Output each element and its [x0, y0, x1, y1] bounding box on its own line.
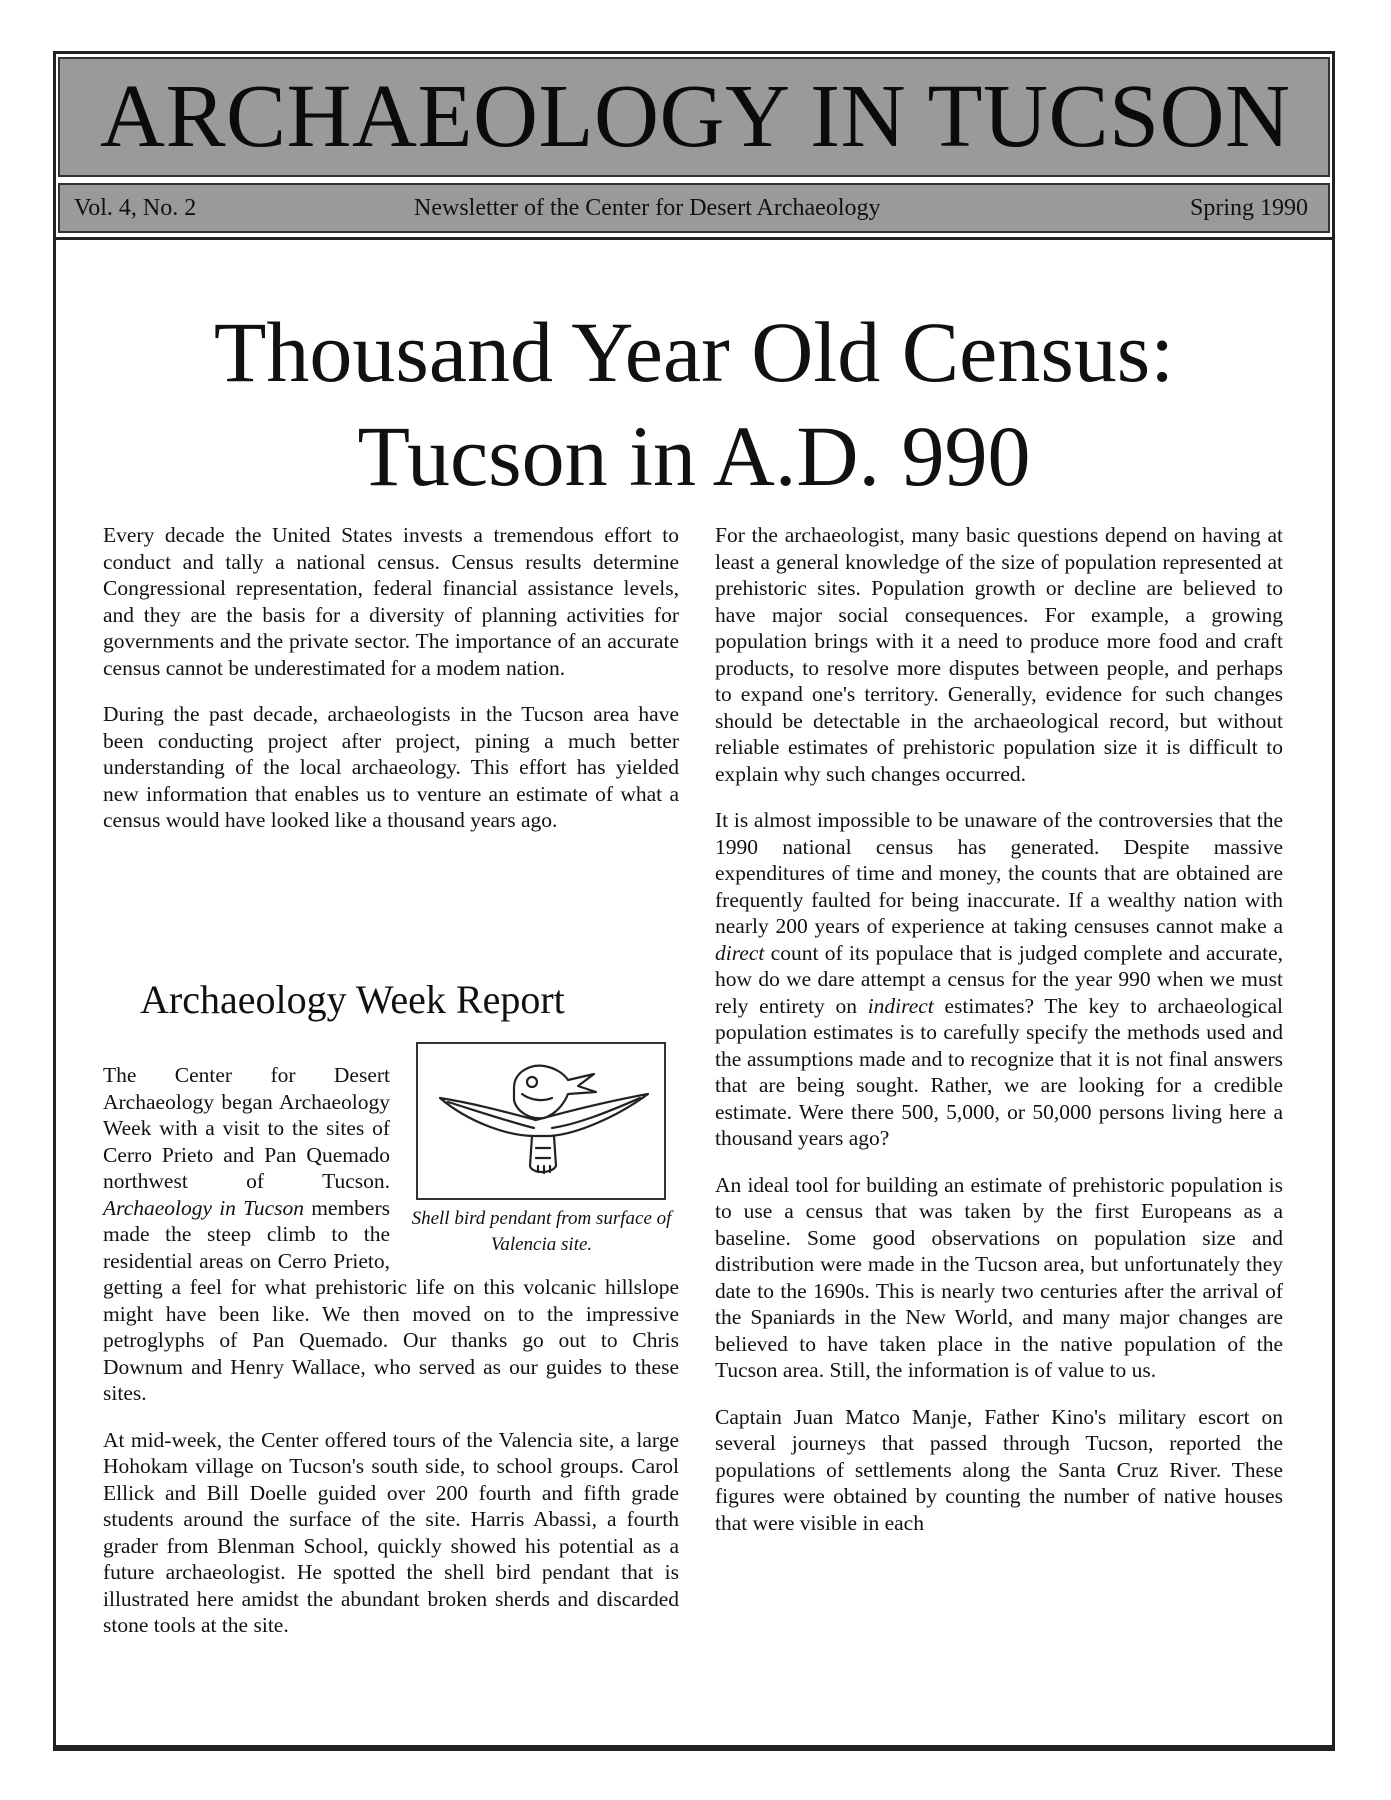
page-bottom-rule: [55, 1745, 1333, 1748]
text-run: count of its populace that is judged complete and accurate, how do we dare attempt a census for the year 990 when we must rely entirety on: [715, 940, 1283, 1018]
paragraph: Captain Juan Matco Manje, Father Kino's military escort on several journeys that passed through Tucson, reported the populations of settlements along the Santa Cruz River. These figures were obtained by counting the number of native houses that were visible in each: [715, 1404, 1283, 1535]
pendant-figure: [404, 1042, 679, 1264]
newsletter-subtitle: Newsletter of the Center for Desert Archaeology: [414, 195, 881, 221]
masthead-divider: [55, 237, 1333, 240]
shell-bird-pendant-icon: [418, 1044, 664, 1198]
paragraph: [715, 807, 1283, 1152]
headline-line-2: Tucson in A.D. 990: [357, 408, 1031, 504]
paragraph: Every decade the United States invests a tremendous effort to conduct and tally a national census. Census results determine Congressional representation, federal financial assistance levels, and they are the basis for a diversity of planning activities for governments and the private sector. The importance of an accurate census cannot be underestimated for a modem nation.: [103, 523, 679, 680]
text-run: The Center for Desert Archaeology began Archaeology Week with a visit to the sites of Cerro Prieto and Pan Quemado northwest of Tucson.: [103, 1063, 390, 1193]
volume-number: Vol. 4, No. 2: [74, 195, 197, 221]
emphasized-text: Archaeology in Tucson: [103, 1195, 305, 1220]
newsletter-title: ARCHAEOLOGY IN TUCSON: [100, 67, 1291, 166]
emphasized-text: indirect: [867, 993, 934, 1018]
left-column: [103, 522, 679, 854]
emphasized-text: direct: [715, 940, 765, 965]
paragraph: At mid-week, the Center offered tours of the Valencia site, a large Hohokam village on Tucson's south side, to school groups. Carol Ellick and Bill Doelle guided over 200 fourth and fifth grade students around the surface of the site. Harris Abassi, a fourth grader from Blenman School, quickly showed his potential as a future archaeologist. He spotted the shell bird pendant that is illustrated here amidst the abundant broken sherds and discarded stone tools at the site.: [103, 1427, 679, 1637]
article-headline: [53, 300, 1335, 508]
text-run: members made the steep climb to the residential areas on Cerro Prieto, getting a feel for what prehistoric life on this volcanic hillslope might have been like. We then moved on to the impressive petroglyphs of Pan Quemado. Our thanks go out to Chris Downum and Henry Wallace, who served as our guides to these sites.: [103, 1195, 679, 1405]
headline-line-1: Thousand Year Old Census:: [213, 304, 1175, 400]
figure-caption: Shell bird pendant from surface of Valencia site.: [411, 1208, 672, 1255]
issue-date: Spring 1990: [1189, 195, 1308, 221]
week-report-heading: Archaeology Week Report: [140, 977, 565, 1022]
masthead: [58, 57, 1330, 177]
week-report-body: [103, 1062, 679, 1659]
paragraph: For the archaeologist, many basic questions depend on having at least a general knowledge of the size of population represented at prehistoric sites. Population growth or decline are believed to have major social consequences. For example, a growing population brings with it a need to produce more food and craft products, to resolve more disputes between people, and perhaps to expand one's territory. Generally, evidence for such changes should be detectable in the archaeological record, but without reliable estimates of prehistoric population size it is difficult to explain why such changes occurred.: [715, 523, 1283, 786]
pendant-image-frame: [416, 1042, 666, 1200]
paragraph: An ideal tool for building an estimate of prehistoric population is to use a census that was taken by the first Europeans as a baseline. Some good observations on population size and distribution were made in the Tucson area, but unfortunately they date to the 1690s. This is nearly two centuries after the arrival of the Spaniards in the New World, and many major changes are believed to have taken place in the native population of the Tucson area. Still, the information is of value to us.: [715, 1172, 1283, 1382]
issue-bar: [58, 183, 1330, 233]
paragraph: During the past decade, archaeologists in the Tucson area have been conducting project after project, pining a much better understanding of the local archaeology. This effort has yielded new information that enables us to venture an estimate of what a census would have looked like a thousand years ago.: [103, 702, 679, 832]
text-run: It is almost impossible to be unaware of the controversies that the 1990 national census has generated. Despite massive expenditures of time and money, the counts that are obtained are frequently faulted for being inaccurate. If a wealthy nation with nearly 200 years of experience at taking censuses cannot make a: [715, 808, 1283, 938]
right-column: [715, 522, 1283, 1536]
text-run: estimates? The key to archaeological population estimates is to carefully specify the methods used and the assumptions made and to recognize that it is not final answers that are being sought. Rather, we are looking for a credible estimate. Were there 500, 5,000, or 50,000 persons living here a thousand years ago?: [715, 993, 1283, 1150]
